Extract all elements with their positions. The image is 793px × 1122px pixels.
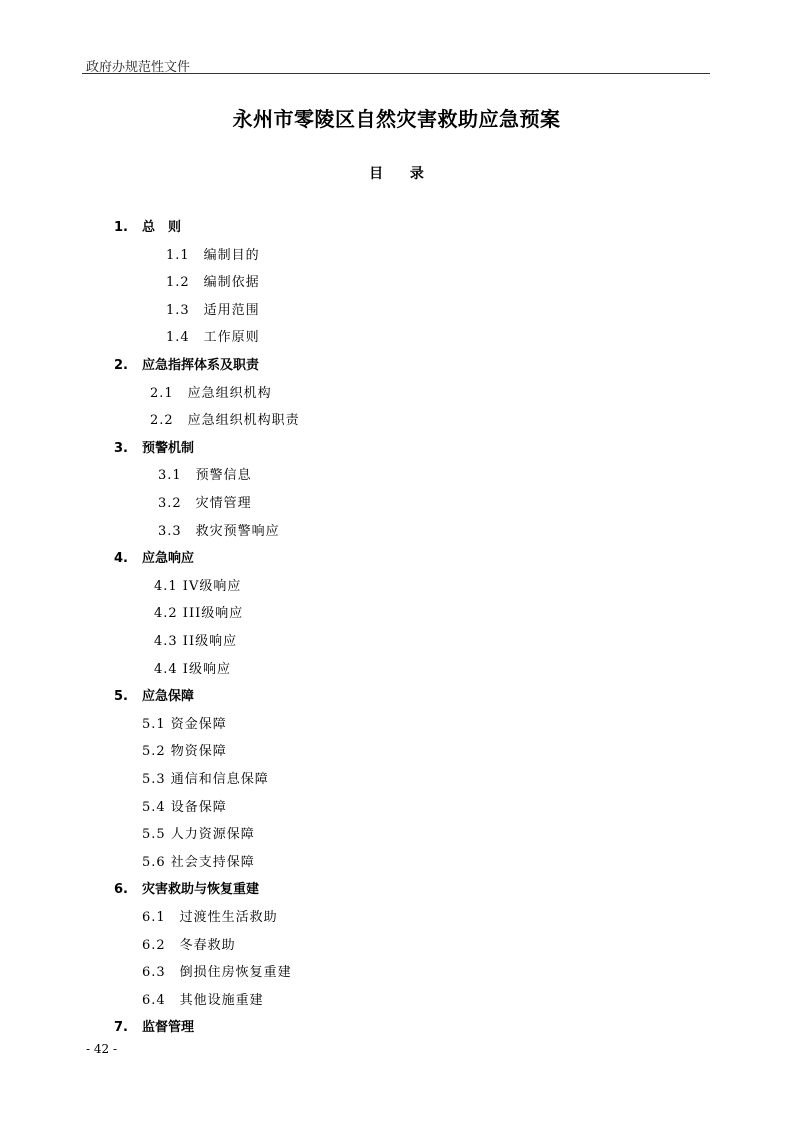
toc-subsection — [142, 854, 255, 872]
toc-section — [114, 357, 259, 375]
toc-subsection — [142, 937, 236, 955]
toc-label: 应急指挥体系及职责 — [142, 358, 260, 373]
toc-subsection — [142, 743, 227, 761]
toc-subsection — [150, 412, 300, 430]
toc-section-number: 2. — [114, 358, 128, 373]
toc-label: 1.1 编制目的 — [166, 247, 260, 263]
toc-label: 3.3 救灾预警响应 — [158, 523, 280, 539]
toc-subsection — [154, 578, 241, 596]
running-header: 政府办规范性文件 — [86, 60, 191, 75]
document-title: 永州市零陵区自然灾害救助应急预案 — [232, 107, 561, 131]
toc-label: 3.1 预警信息 — [158, 468, 252, 484]
toc-section — [114, 550, 194, 568]
toc-label: 5.1 资金保障 — [142, 716, 227, 732]
toc-section-number: 3. — [114, 440, 128, 456]
toc-subsection — [142, 799, 227, 817]
toc-subsection — [154, 605, 243, 623]
toc-label: 5.2 物资保障 — [142, 744, 227, 760]
toc-subsection — [142, 964, 292, 982]
toc-label: 总 则 — [142, 220, 182, 235]
toc-subsection — [166, 247, 260, 265]
toc-subsection — [154, 633, 237, 651]
toc-label: 4.2 III级响应 — [154, 606, 244, 622]
toc-subsection — [154, 661, 231, 679]
toc-label: 1.2 编制依据 — [166, 275, 260, 291]
toc-label: 3.2 灾情管理 — [158, 496, 252, 511]
toc-heading: 目 录 — [369, 166, 424, 182]
toc-subsection — [166, 302, 260, 320]
toc-label: 4.1 IV级响应 — [154, 578, 242, 594]
toc-label: 6.1 过渡性生活救助 — [142, 910, 278, 925]
toc-label: 2.2 应急组织机构职责 — [150, 413, 300, 429]
toc-label: 2.1 应急组织机构 — [150, 385, 272, 401]
toc-subsection — [142, 716, 227, 734]
toc-subsection — [142, 826, 255, 844]
toc-section-number: 4. — [114, 551, 128, 567]
toc-label: 4.3 II级响应 — [154, 634, 238, 649]
toc-label: 5.5 人力资源保障 — [142, 827, 255, 843]
toc-subsection — [158, 467, 252, 485]
toc-label: 6.3 倒损住房恢复重建 — [142, 965, 292, 981]
toc-section — [114, 219, 181, 237]
toc-label: 监督管理 — [142, 1020, 195, 1036]
toc-section-number: 6. — [114, 882, 128, 898]
toc-section-number: 1. — [114, 220, 128, 235]
toc-section — [114, 440, 194, 458]
toc-label: 5.4 设备保障 — [142, 799, 227, 815]
toc-subsection — [166, 274, 260, 292]
toc-subsection — [142, 771, 269, 789]
toc-section — [114, 1019, 194, 1037]
toc-label: 应急响应 — [142, 551, 195, 567]
toc-label: 5.3 通信和信息保障 — [142, 772, 269, 787]
toc-subsection — [150, 385, 272, 403]
toc-section-number: 7. — [114, 1020, 128, 1036]
toc-subsection — [166, 329, 260, 347]
toc-label: 应急保障 — [142, 689, 195, 705]
toc-label: 1.3 适用范围 — [166, 302, 260, 318]
toc-section-number: 5. — [114, 689, 128, 705]
toc-subsection — [142, 992, 264, 1010]
toc-label: 1.4 工作原则 — [166, 330, 260, 346]
toc-label: 预警机制 — [142, 440, 195, 456]
header-rule — [82, 73, 710, 74]
page-number: - 42 - — [86, 1042, 118, 1056]
toc-section — [114, 881, 259, 899]
toc-subsection — [158, 495, 252, 513]
toc-label: 5.6 社会支持保障 — [142, 854, 255, 870]
toc-subsection — [142, 909, 278, 927]
toc-label: 6.2 冬春救助 — [142, 937, 236, 953]
toc-subsection — [158, 523, 280, 541]
toc-label: 6.4 其他设施重建 — [142, 992, 264, 1008]
toc-label: 4.4 I级响应 — [154, 661, 231, 677]
toc-label: 灾害救助与恢复重建 — [142, 882, 260, 898]
toc-section — [114, 688, 194, 706]
